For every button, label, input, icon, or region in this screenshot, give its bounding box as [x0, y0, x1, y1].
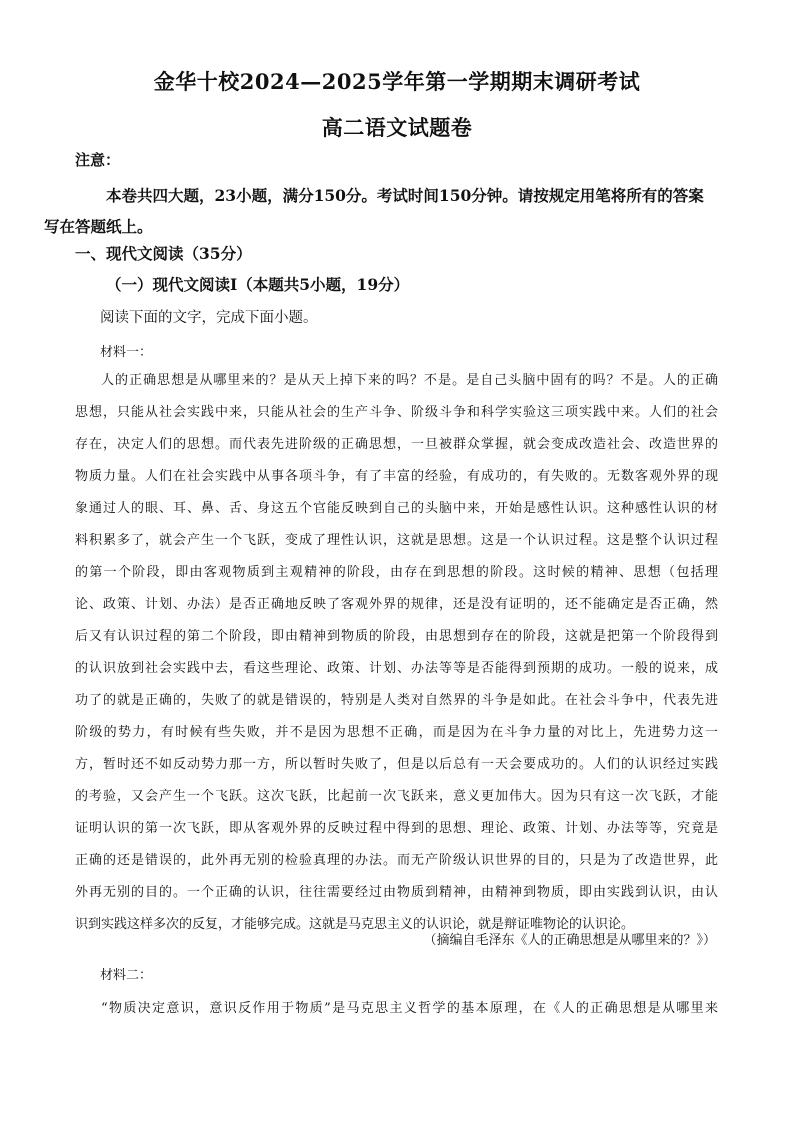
exam-subtitle: 高二语文试题卷 [321, 115, 473, 140]
text-line: 料积累多了，就会产生一个飞跃，变成了理性认识，这就是思想。这是一个认识过程。这是整个认识过程 [75, 533, 718, 548]
text-line: 的认识放到社会实践中去，看这些理论、政策、计划、办法等等是否能得到预期的成功。一般的说来，成 [75, 661, 718, 676]
notice-line: 本卷共四大题，23小题，满分150分。考试时间150分钟。请按规定用笔将所有的答案 [106, 186, 704, 205]
text-line: 证明认识的第一次飞跃，即从客观外界的反映过程中得到的思想、理论、政策、计划、办法等等，究竟是 [75, 821, 718, 836]
text-line: 外再无别的目的。一个正确的认识，往往需要经过由物质到精神，由精神到物质，即由实践到认识，由认 [75, 885, 718, 900]
text-line: 的第一个阶段，即由客观物质到主观精神的阶段，由存在到思想的阶段。这时候的精神、思想（包括理 [75, 565, 718, 580]
text-line: 识到实践这样多次的反复，才能够完成。这就是马克思主义的认识论，就是辩证唯物论的认识论。 [75, 917, 635, 932]
text-line: 后又有认识过程的第二个阶段，即由精神到物质的阶段，由思想到存在的阶段，这就是把第一个阶段得到 [75, 629, 718, 644]
text-line: 方，暂时还不如反动势力那一方，所以暂时失败了，但是以后总有一天会要成功的。人们的认识经过实践 [75, 757, 718, 772]
text-line: 思想，只能从社会实践中来，只能从社会的生产斗争、阶级斗争和科学实验这三项实践中来。人们的社会 [75, 405, 718, 420]
section-heading: 一、现代文阅读（35分） [75, 244, 252, 263]
reading-instruction: 阅读下面的文字，完成下面小题。 [100, 310, 318, 326]
notice-line: 写在答题纸上。 [44, 217, 153, 236]
notice-label: 注意： [75, 151, 121, 169]
exam-title: 金华十校2024—2025学年第一学期期末调研考试 [153, 69, 641, 94]
material-one-text [75, 365, 718, 941]
text-line: 论、政策、计划、办法）是否正确地反映了客观外界的规律，还是没有证明的，还不能确定是否正确，然 [75, 597, 718, 612]
material-two-text: “物质决定意识，意识反作用于物质”是马克思主义哲学的基本原理，在《人的正确思想是从哪里来 [101, 1001, 718, 1016]
text-line: 功了的就是正确的，失败了的就是错误的，特别是人类对自然界的斗争是如此。在社会斗争中，代表先进 [75, 693, 718, 708]
source-citation: （摘编自毛泽东《人的正确思想是从哪里来的？》） [423, 933, 716, 948]
text-line: 阶级的势力，有时候有些失败，并不是因为思想不正确，而是因为在斗争力量的对比上，先进势力这一 [75, 725, 718, 740]
text-line: 的考验，又会产生一个飞跃。这次飞跃，比起前一次飞跃来，意义更加伟大。因为只有这一次飞跃，才能 [75, 789, 718, 804]
text-line: 正确的还是错误的，此外再无别的检验真理的办法。而无产阶级认识世界的目的，只是为了改造世界，此 [75, 853, 718, 868]
notice-body [44, 180, 725, 242]
material-label: 材料一： [100, 345, 153, 360]
text-line: 存在，决定人们的思想。而代表先进阶级的正确思想，一旦被群众掌握，就会变成改造社会、改造世界的 [75, 437, 718, 452]
material-label: 材料二： [100, 968, 153, 983]
text-line: 人的正确思想是从哪里来的？是从天上掉下来的吗？不是。是自己头脑中固有的吗？不是。人的正确 [101, 373, 718, 388]
text-line: 物质力量。人们在社会实践中从事各项斗争，有了丰富的经验，有成功的，有失败的。无数客观外界的现 [75, 469, 718, 484]
subsection-heading: （一）现代文阅读Ⅰ（本题共5小题，19分） [106, 275, 410, 294]
text-line: 象通过人的眼、耳、鼻、舌、身这五个官能反映到自己的头脑中来，开始是感性认识。这种感性认识的材 [75, 501, 718, 516]
